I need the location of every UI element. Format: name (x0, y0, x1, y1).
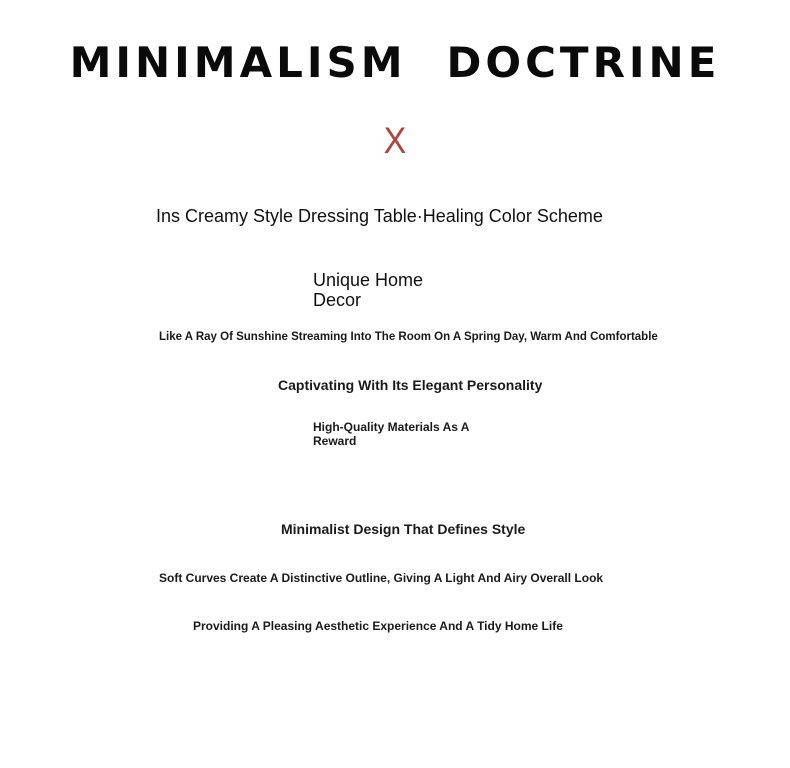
description-aesthetic: Providing A Pleasing Aesthetic Experience And A Tidy Home Life (193, 619, 563, 633)
description-soft-curves: Soft Curves Create A Distinctive Outline, Giving A Light And Airy Overall Look (159, 571, 604, 585)
feature-heading-materials: High-Quality Materials As A Reward (313, 420, 470, 448)
description-sunshine: Like A Ray Of Sunshine Streaming Into The Room On A Spring Day, Warm And Comfortable (159, 331, 658, 343)
separator-mark: X (383, 120, 407, 162)
brand-headline (0, 38, 790, 87)
headline-word-right: DOCTRINE (446, 38, 721, 87)
feature-heading-unique-decor: Unique Home Decor (313, 270, 424, 310)
tagline: Ins Creamy Style Dressing Table·Healing Color Scheme (156, 206, 603, 226)
description-minimalist: Minimalist Design That Defines Style (281, 521, 526, 537)
headline-word-left: MINIMALISM (69, 38, 407, 87)
description-elegant: Captivating With Its Elegant Personality (278, 377, 543, 393)
